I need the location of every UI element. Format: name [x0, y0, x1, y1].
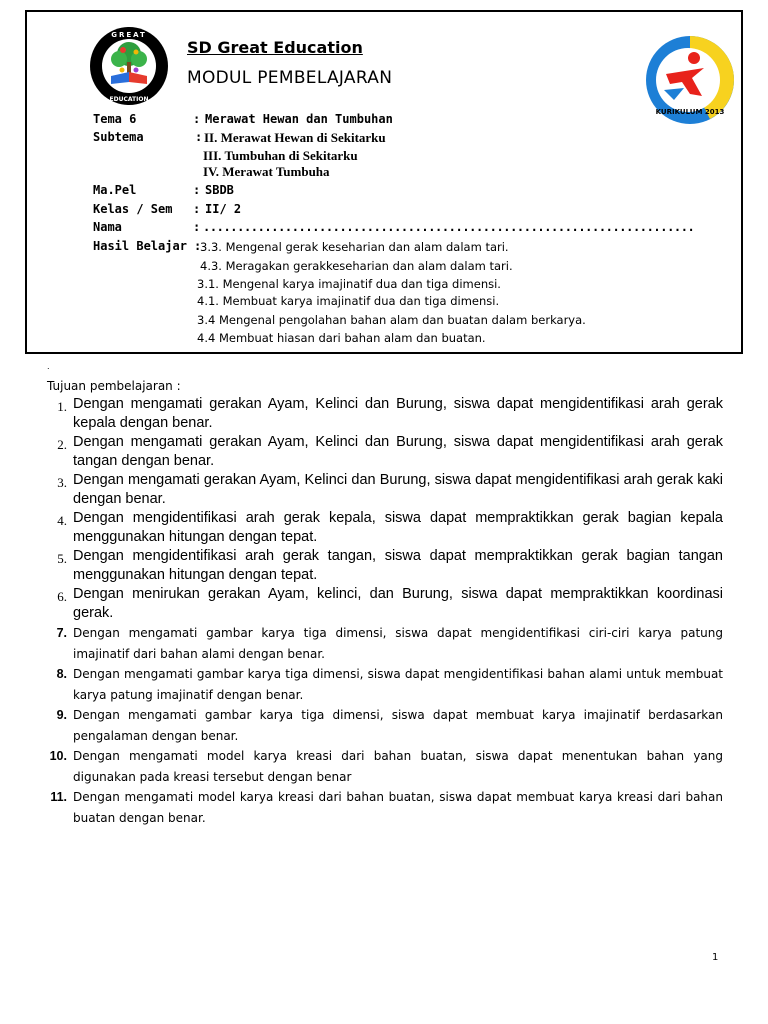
hasil-line-2: 4.3. Meragakan gerakkeseharian dan alam dalam tari.	[200, 259, 513, 273]
list-item-number: 5.	[57, 551, 67, 566]
nama-colon: :	[193, 220, 201, 234]
subtema-value-1: II. Merawat Hewan di Sekitarku	[204, 130, 386, 145]
list-item-text: Dengan mengidentifikasi arah gerak kepala, siswa dapat mempraktikkan gerak bagian kepala menggunakan hitungan dengan tepat.	[73, 510, 723, 545]
tema-colon: :	[193, 112, 201, 126]
subtema-value-2: III. Tumbuhan di Sekitarku	[203, 148, 358, 163]
tujuan-heading: Tujuan pembelajaran :	[47, 379, 181, 393]
mapel-label: Ma.Pel	[93, 183, 137, 197]
list-item-text: Dengan mengamati model karya kreasi dari bahan buatan, siswa dapat menentukan bahan yang digunakan pada kreasi tersebut dengan benar	[73, 749, 723, 784]
list-item-number: 1.	[57, 399, 67, 414]
list-item-number: 8.	[56, 667, 67, 681]
list-item	[47, 746, 723, 787]
mapel-value: SBDB	[205, 183, 234, 197]
tujuan-list	[47, 395, 723, 828]
stray-dot: .	[47, 362, 50, 371]
subtema-colon: :	[195, 130, 203, 144]
module-title: MODUL PEMBELAJARAN	[187, 68, 393, 88]
list-item	[47, 623, 723, 664]
logo-top-text: GREAT	[111, 31, 147, 39]
list-item	[47, 509, 723, 547]
list-item	[47, 395, 723, 433]
list-item	[47, 471, 723, 509]
logo-right-text: KURIKULUM 2013	[655, 108, 725, 116]
list-item	[47, 664, 723, 705]
list-item-number: 7.	[56, 626, 67, 640]
list-item	[47, 585, 723, 623]
list-item-number: 6.	[57, 589, 67, 604]
tema-value: Merawat Hewan dan Tumbuhan	[205, 112, 393, 126]
subtema-label: Subtema	[93, 130, 144, 144]
header-box	[25, 10, 743, 354]
list-item-text: Dengan mengamati gambar karya tiga dimensi, siswa dapat mengidentifikasi ciri-ciri karya patung imajinatif dari bahan alami dengan benar.	[73, 626, 723, 661]
hasil-line-1: 3.3. Mengenal gerak keseharian dan alam dalam tari.	[200, 240, 509, 254]
subtema-value-3: IV. Merawat Tumbuha	[203, 164, 330, 179]
list-item-text: Dengan mengamati model karya kreasi dari bahan buatan, siswa dapat membuat karya kreasi dari bahan buatan dengan benar.	[73, 790, 723, 825]
list-item-number: 9.	[56, 708, 67, 722]
kelas-value: II/ 2	[205, 202, 242, 216]
hasil-colon: :	[194, 239, 202, 253]
list-item-text: Dengan mengidentifikasi arah gerak tangan, siswa dapat mempraktikkan gerak bagian tangan menggunakan hitungan dengan tepat.	[73, 548, 723, 583]
list-item-number: 11.	[50, 790, 67, 804]
kelas-colon: :	[193, 202, 201, 216]
tema-label: Tema 6	[93, 112, 137, 126]
list-item	[47, 547, 723, 585]
list-item-number: 10.	[49, 749, 67, 763]
nama-field[interactable]: ........................................................................	[203, 220, 695, 234]
list-item-number: 3.	[57, 475, 67, 490]
list-item	[47, 787, 723, 828]
logo-bottom-text: EDUCATION	[109, 96, 149, 103]
list-item-text: Dengan mengamati gambar karya tiga dimensi, siswa dapat membuat karya imajinatif berdasarkan pengalaman dengan benar.	[73, 708, 723, 743]
hasil-line-4: 4.1. Membuat karya imajinatif dua dan tiga dimensi.	[197, 294, 500, 308]
page-number: 1	[712, 952, 719, 963]
school-name: SD Great Education	[187, 38, 363, 57]
list-item-text: Dengan mengamati gerakan Ayam, Kelinci dan Burung, siswa dapat mengidentifikasi arah gerak kepala dengan benar.	[73, 396, 723, 431]
list-item-text: Dengan menirukan gerakan Ayam, kelinci, dan Burung, siswa dapat mempraktikkan koordinasi gerak.	[73, 586, 723, 621]
list-item-number: 4.	[57, 513, 67, 528]
kelas-label: Kelas / Sem	[93, 202, 173, 216]
list-item-number: 2.	[57, 437, 67, 452]
hasil-label: Hasil Belajar	[93, 239, 187, 253]
list-item	[47, 705, 723, 746]
list-item-text: Dengan mengamati gerakan Ayam, Kelinci dan Burung, siswa dapat mengidentifikasi arah gerak tangan dengan benar.	[73, 434, 723, 469]
hasil-line-3: 3.1. Mengenal karya imajinatif dua dan tiga dimensi.	[197, 277, 501, 291]
hasil-line-6: 4.4 Membuat hiasan dari bahan alam dan buatan.	[197, 331, 486, 345]
nama-label: Nama	[93, 220, 122, 234]
mapel-colon: :	[193, 183, 201, 197]
great-education-logo	[89, 26, 169, 106]
list-item-text: Dengan mengamati gambar karya tiga dimensi, siswa dapat mengidentifikasi bahan alami untuk membuat karya patung imajinatif dengan benar.	[73, 667, 723, 702]
hasil-line-5: 3.4 Mengenal pengolahan bahan alam dan buatan dalam berkarya.	[197, 313, 586, 327]
list-item	[47, 433, 723, 471]
kurikulum-2013-logo	[644, 34, 736, 126]
list-item-text: Dengan mengamati gerakan Ayam, Kelinci dan Burung, siswa dapat mengidentifikasi arah gerak kaki dengan benar.	[73, 472, 723, 507]
